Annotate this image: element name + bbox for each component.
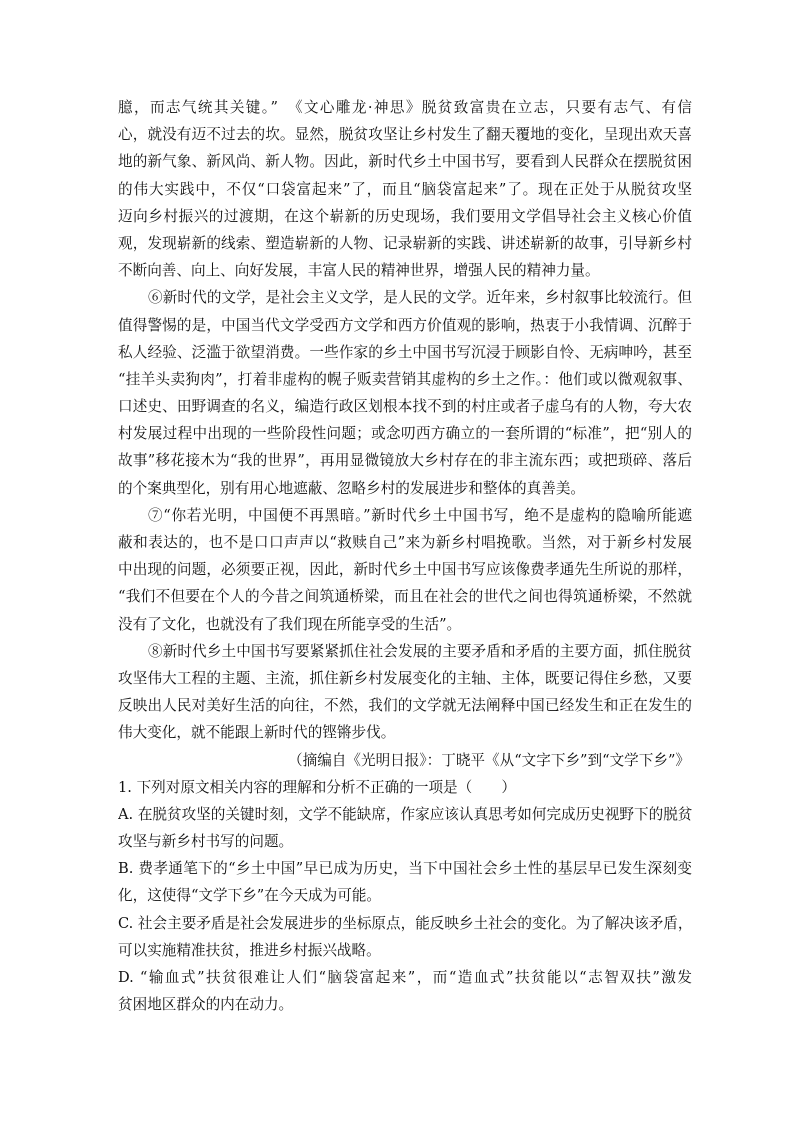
text-line: 值得警惕的是，中国当代文学受西方文学和西方价值观的影响，热衷于小我情调、沉醉于	[118, 316, 692, 334]
text-line: 臆，而志气统其关键。” 《文心雕龙·神思》脱贫致富贵在立志，只要有志气、有信	[118, 99, 692, 116]
option-c	[118, 910, 692, 964]
text-line: ⑧新时代乡土中国书写要紧紧抓住社会发展的主要矛盾和矛盾的主要方面，抓住脱贫	[148, 642, 692, 660]
question-1	[118, 774, 692, 1019]
text-line: 迈向乡村振兴的过渡期，在这个崭新的历史现场，我们要用文学倡导社会主义核心价值	[118, 207, 692, 225]
text-line: ⑦“你若光明，中国便不再黑暗。”新时代乡土中国书写，绝不是虚构的隐喻所能遮	[148, 506, 692, 524]
text-line: 中出现的问题，必须要正视，因此，新时代乡土中国书写应该像费孝通先生所说的那样，	[118, 561, 692, 579]
text-line: 故事”移花接木为“我的世界”，再用显微镜放大乡村存在的非主流东西；或把琐碎、落后	[118, 452, 692, 470]
option-line: 攻坚与新乡村书写的问题。	[118, 833, 294, 851]
text-line: 没有了文化，也就没有了我们现在所能享受的生活”。	[118, 615, 462, 633]
option-line: D. “输血式”扶贫很难让人们“脑袋富起来”，而“造血式”扶贫能以“志智双扶”激发	[118, 969, 692, 986]
text-line: “我们不但要在个人的今昔之间筑通桥梁，而且在社会的世代之间也得筑通桥梁，不然就	[118, 588, 692, 606]
text-line: 的伟大实践中，不仅“口袋富起来”了，而且“脑袋富起来”了。现在正处于从脱贫攻坚	[118, 180, 692, 198]
text-line: 地的新气象、新风尚、新人物。因此，新时代乡土中国书写，要看到人民群众在摆脱贫困	[118, 153, 692, 171]
source-citation: （摘编自《光明日报》：丁晓平《从“文字下乡”到“文学下乡”》	[288, 751, 690, 769]
paragraph-5	[118, 94, 692, 284]
option-d	[118, 964, 692, 1018]
article-body	[118, 94, 692, 1018]
text-line: 蔽和表达的，也不是口口声声以“救赎自己”来为新乡村唱挽歌。当然，对于新乡村发展	[118, 534, 692, 551]
option-line: C. 社会主要矛盾是社会发展进步的坐标原点，能反映乡土社会的变化。为了解决该矛盾，	[118, 914, 692, 932]
option-a	[118, 801, 692, 855]
text-line: 不断向善、向上、向好发展，丰富人民的精神世界，增强人民的精神力量。	[118, 262, 600, 280]
text-line: 的个案典型化，别有用心地遮蔽、忽略乡村的发展进步和整体的真善美。	[118, 479, 586, 497]
text-line: 心，就没有迈不过去的坎。显然，脱贫攻坚让乡村发生了翻天覆地的变化，呈现出欢天喜	[118, 126, 692, 144]
text-line: 村发展过程中出现的一些阶段性问题；或念叨西方确立的一套所谓的“标准”，把“别人的	[118, 425, 692, 443]
question-stem: 1. 下列对原文相关内容的理解和分析不正确的一项是（ ）	[118, 778, 517, 796]
paragraph-6	[118, 284, 692, 502]
option-line: 化，这使得“文学下乡”在今天成为可能。	[118, 887, 382, 905]
text-line: 伟大变化，就不能跟上新时代的铿锵步伐。	[118, 724, 396, 742]
option-line: B. 费孝通笔下的“乡土中国”早已成为历史，当下中国社会乡土性的基层早已发生深刻变	[118, 860, 692, 878]
text-line: 攻坚伟大工程的主题、主流，抓住新乡村发展变化的主轴、主体，既要记得住乡愁，又要	[118, 669, 692, 687]
text-line: 观，发现崭新的线索、塑造崭新的人物、记录崭新的实践、讲述崭新的故事，引导新乡村	[118, 234, 692, 252]
paragraph-7	[118, 502, 692, 638]
option-line: 贫困地区群众的内在动力。	[118, 996, 294, 1014]
option-b	[118, 855, 692, 909]
option-line: 可以实施精准扶贫，推进乡村振兴战略。	[118, 941, 381, 959]
paragraph-8	[118, 638, 692, 747]
text-line: ⑥新时代的文学，是社会主义文学，是人民的文学。近年来，乡村叙事比较流行。但	[148, 289, 692, 307]
text-line: 私人经验、泛滥于欲望消费。一些作家的乡土中国书写沉浸于顾影自怜、无病呻吟，甚至	[118, 343, 692, 361]
text-line: 口述史、田野调查的名义，编造行政区划根本找不到的村庄或者子虚乌有的人物，夸大农	[118, 398, 692, 416]
text-line: “挂羊头卖狗肉”，打着非虚构的幌子贩卖营销其虚构的乡土之作。：他们或以微观叙事、	[118, 370, 692, 388]
option-line: A. 在脱贫攻坚的关键时刻，文学不能缺席，作家应该认真思考如何完成历史视野下的脱贫	[118, 805, 692, 823]
text-line: 反映出人民对美好生活的向往，不然，我们的文学就无法阐释中国已经发生和正在发生的	[118, 697, 692, 715]
